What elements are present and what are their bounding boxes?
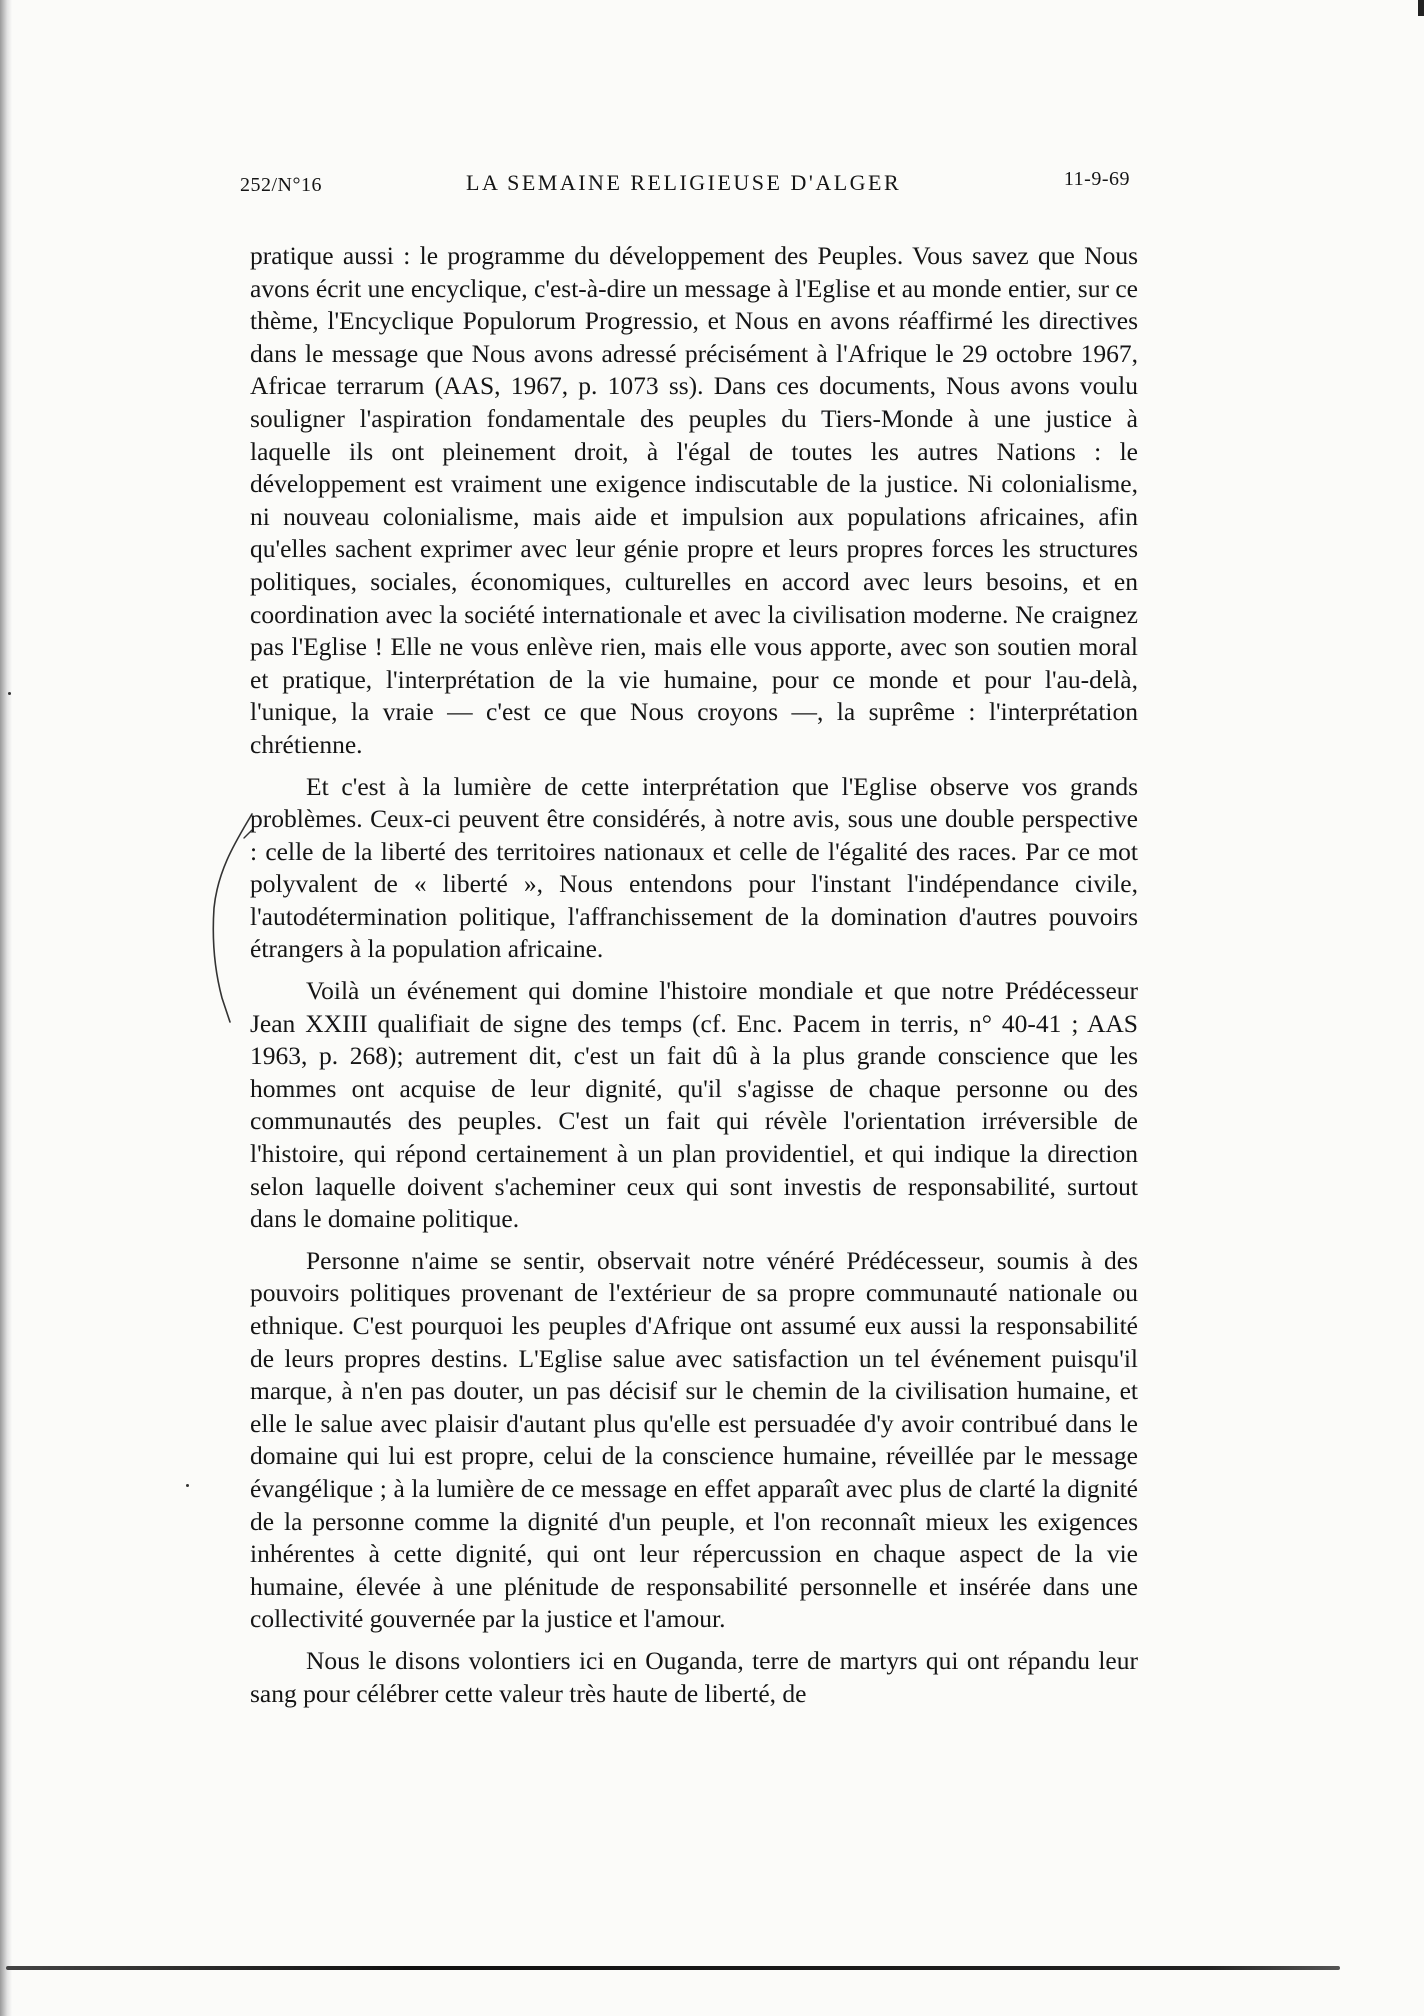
paragraph: Nous le disons volontiers ici en Ouganda, terre de martyrs qui ont répandu leur sang pour célébrer cette valeur très haute de liberté, de	[250, 1645, 1138, 1708]
article-body	[250, 240, 1138, 1719]
scan-speck	[186, 1484, 189, 1487]
paragraph: Personne n'aime se sentir, observait notre vénéré Prédécesseur, soumis à des pouvoirs politiques provenant de l'extérieur de sa propre communauté nationale ou ethnique. C'est pourquoi les peuples d'Afrique ont assumé eux aussi la responsabilité de leurs propres destins. L'Eglise salue avec satisfaction un tel événement puisqu'il marque, à n'en pas douter, un pas décisif sur le chemin de la civilisation humaine, et elle le salue avec plaisir d'autant plus qu'elle est persuadée d'y avoir contribué dans le domaine qui lui est propre, celui de la conscience humaine, réveillée par le message évangélique ; à la lumière de ce message en effet apparaît avec plus de clarté la dignité de la personne comme la dignité d'un peuple, et l'on reconnaît mieux les exigences inhérentes à cette dignité, qui ont leur répercussion en chaque aspect de la vie humaine, élevée à une plénitude de responsabilité personnelle et insérée dans une collectivité gouvernée par la justice et l'amour.	[250, 1245, 1138, 1634]
running-header	[240, 168, 1140, 204]
page-number: 252/N°16	[240, 174, 322, 196]
binding-shadow	[0, 0, 12, 2016]
scan-edge-mark	[1418, 0, 1424, 16]
publication-title: LA SEMAINE RELIGIEUSE D'ALGER	[466, 170, 902, 195]
paragraph: Et c'est à la lumière de cette interprétation que l'Eglise observe vos grands problèmes. Ceux-ci peuvent être considérés, à notre avis, sous une double perspective : celle de la liberté des territoires nationaux et celle de l'égalité des races. Par ce mot polyvalent de « liberté », Nous entendons pour l'instant l'indépendance civile, l'autodétermination politique, l'affranchissement de la domination d'autres pouvoirs étrangers à la population africaine.	[250, 771, 1138, 964]
issue-date: 11-9-69	[1063, 168, 1130, 190]
paragraph: pratique aussi : le programme du développement des Peuples. Vous savez que Nous avons écrit une encyclique, c'est-à-dire un message à l'Eglise et au monde entier, sur ce thème, l'Encyclique Populorum Progressio, et Nous en avons réaffirmé les directives dans le message que Nous avons adressé précisément à l'Afrique le 29 octobre 1967, Africae terrarum (AAS, 1967, p. 1073 ss). Dans ces documents, Nous avons voulu souligner l'aspiration fondamentale des peuples du Tiers-Monde à une justice à laquelle ils ont pleinement droit, à l'égal de toutes les autres Nations : le développement est vraiment une exigence indiscutable de la justice. Ni colonialisme, ni nouveau colonialisme, mais aide et impulsion aux populations africaines, afin qu'elles sachent exprimer avec leur génie propre et leurs propres forces les structures politiques, sociales, économiques, culturelles en accord avec leurs besoins, et en coordination avec la société internationale et avec la civilisation moderne. Ne craignez pas l'Eglise ! Elle ne vous enlève rien, mais elle vous apporte, avec son soutien moral et pratique, l'interprétation de la vie humaine, pour ce monde et pour l'au-delà, l'unique, la vraie — c'est ce que Nous croyons —, la suprême : l'interprétation chrétienne.	[250, 241, 1138, 759]
scan-speck	[8, 692, 11, 695]
paragraph: Voilà un événement qui domine l'histoire mondiale et que notre Prédécesseur Jean XXIII qualifiait de signe des temps (cf. Enc. Pacem in terris, n° 40-41 ; AAS 1963, p. 268); autrement dit, c'est un fait dû à la plus grande conscience que les hommes ont acquise de leur dignité, qu'il s'agisse de chaque personne ou des communautés des peuples. C'est un fait qui révèle l'orientation irréversible de l'histoire, qui répond certainement à un plan providentiel, et qui indique la direction selon laquelle doivent s'acheminer ceux qui sont investis de responsabilité, surtout dans le domaine politique.	[250, 976, 1138, 1234]
page-bottom-edge	[6, 1966, 1340, 1970]
